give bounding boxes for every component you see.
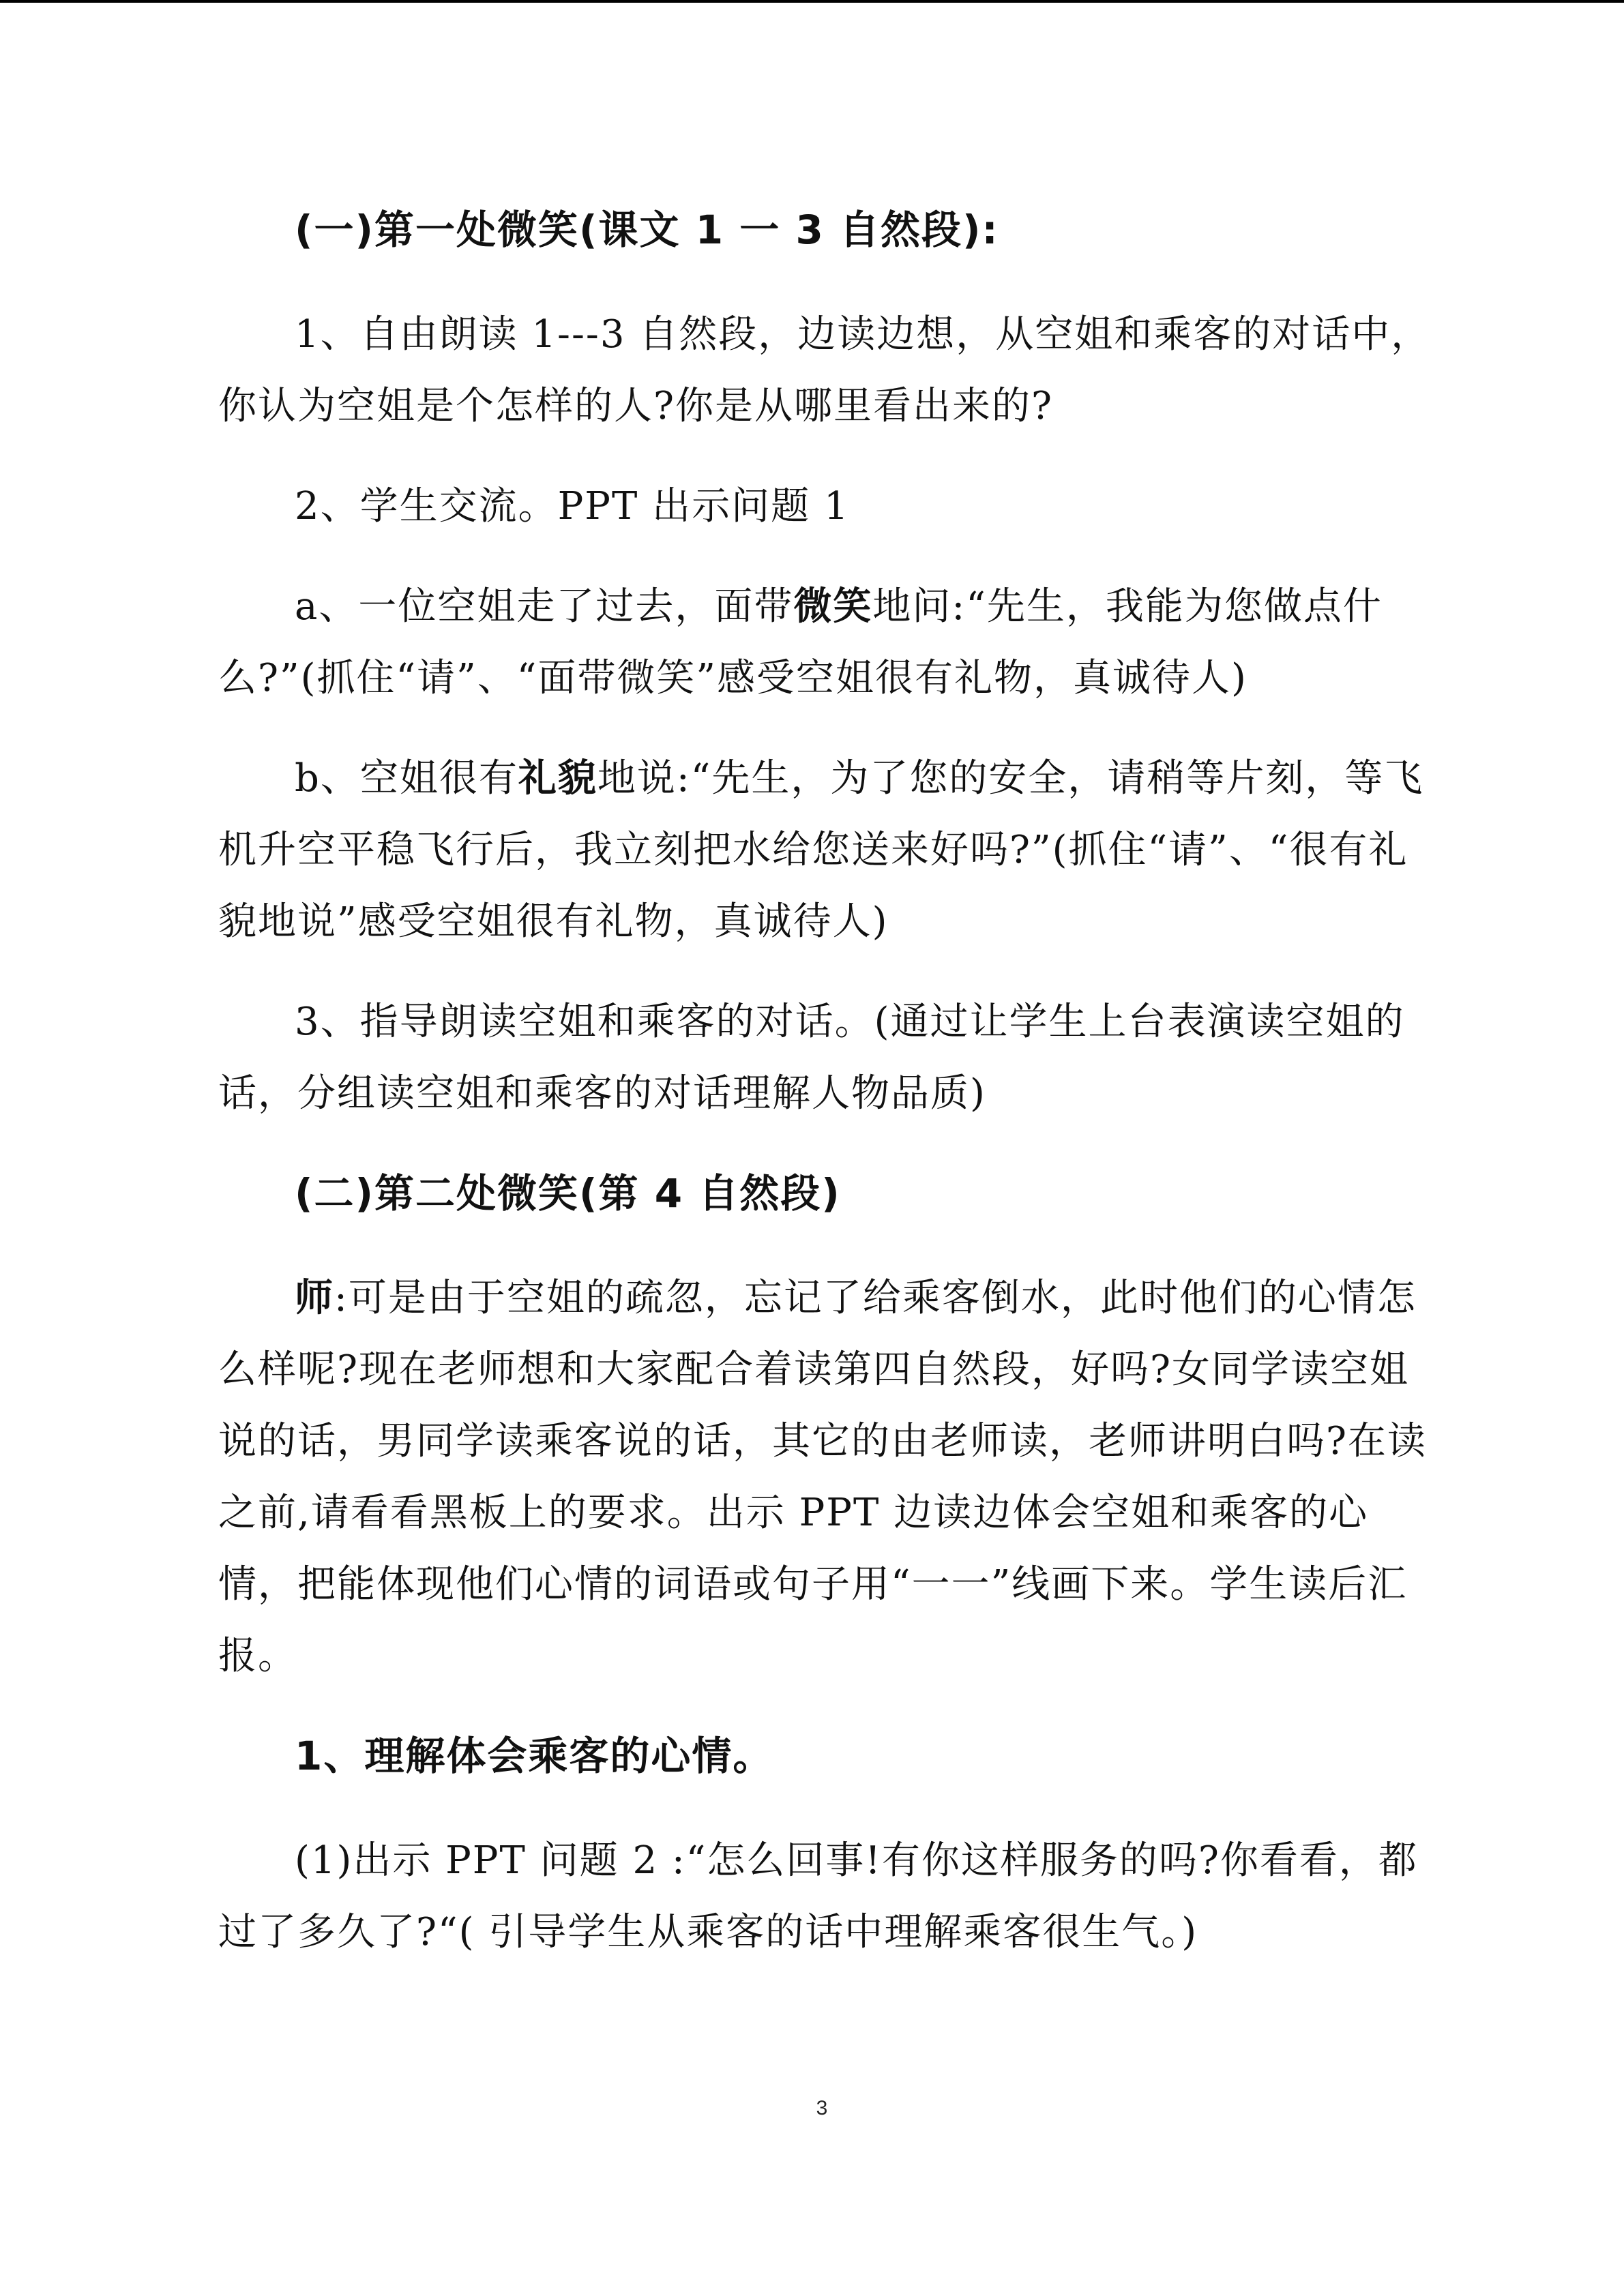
- item-a-text-after: 地问:“先生，我能为您做点什么?”(抓住“请”、“面带微笑”感受空姐很有礼物，真诚待人): [218, 584, 1383, 700]
- section-heading-first-smile: (一)第一处微笑(课文 1 一 3 自然段):: [295, 207, 999, 253]
- top-border-line: [0, 0, 1624, 3]
- paragraph-item-a: [218, 571, 1439, 714]
- item-b-text-before: b、空姐很有: [295, 756, 518, 801]
- teacher-label: 师: [295, 1276, 334, 1320]
- section-heading-second-smile: (二)第二处微笑(第 4 自然段): [295, 1170, 841, 1217]
- page-number: 3: [816, 2097, 828, 2119]
- teacher-text: :可是由于空姐的疏忽，忘记了给乘客倒水，此时他们的心情怎么样呢?现在老师想和大家配合着读第四自然段，好吗?女同学读空姐说的话，男同学读乘客说的话，其它的由老师读，老师讲明白吗?在读之前,请看看黑板上的要求。出示 PPT 边读边体会空姐和乘客的心情，把能体现他们心情的词语或句子用“一一”线画下来。学生读后汇报。: [218, 1276, 1428, 1678]
- item-b-bold-keyword: 礼貌: [518, 756, 597, 801]
- paragraph-student-exchange: 2、学生交流。PPT 出示问题 1: [295, 484, 850, 528]
- item-a-bold-keyword: 微笑: [793, 584, 873, 629]
- paragraph-teacher: [218, 1262, 1439, 1692]
- paragraph-item-b: [218, 743, 1439, 957]
- paragraph-guided-reading: 3、指导朗读空姐和乘客的对话。(通过让学生上台表演读空姐的话，分组读空姐和乘客的对话理解人物品质): [218, 1000, 1405, 1116]
- item-a-text-before: a、一位空姐走了过去，面带: [295, 584, 794, 629]
- item-b-text-after: 地说:“先生，为了您的安全，请稍等片刻，等飞机升空平稳飞行后，我立刻把水给您送来好吗?”(抓住“请”、“很有礼貌地说”感受空姐很有礼物，真诚待人): [218, 756, 1424, 944]
- document-body: [218, 194, 1439, 1997]
- paragraph-read-aloud: 1、自由朗读 1---3 自然段，边读边想，从空姐和乘客的对话中，你认为空姐是个怎样的人?你是从哪里看出来的?: [218, 312, 1431, 428]
- paragraph-question-2: (1)出示 PPT 问题 2 :“怎么回事!有你这样服务的吗?你看看，都过了多久了?“( 引导学生从乘客的话中理解乘客很生气。): [218, 1838, 1418, 1954]
- sub-heading-passenger-mood: 1、理解体会乘客的心情。: [295, 1733, 774, 1779]
